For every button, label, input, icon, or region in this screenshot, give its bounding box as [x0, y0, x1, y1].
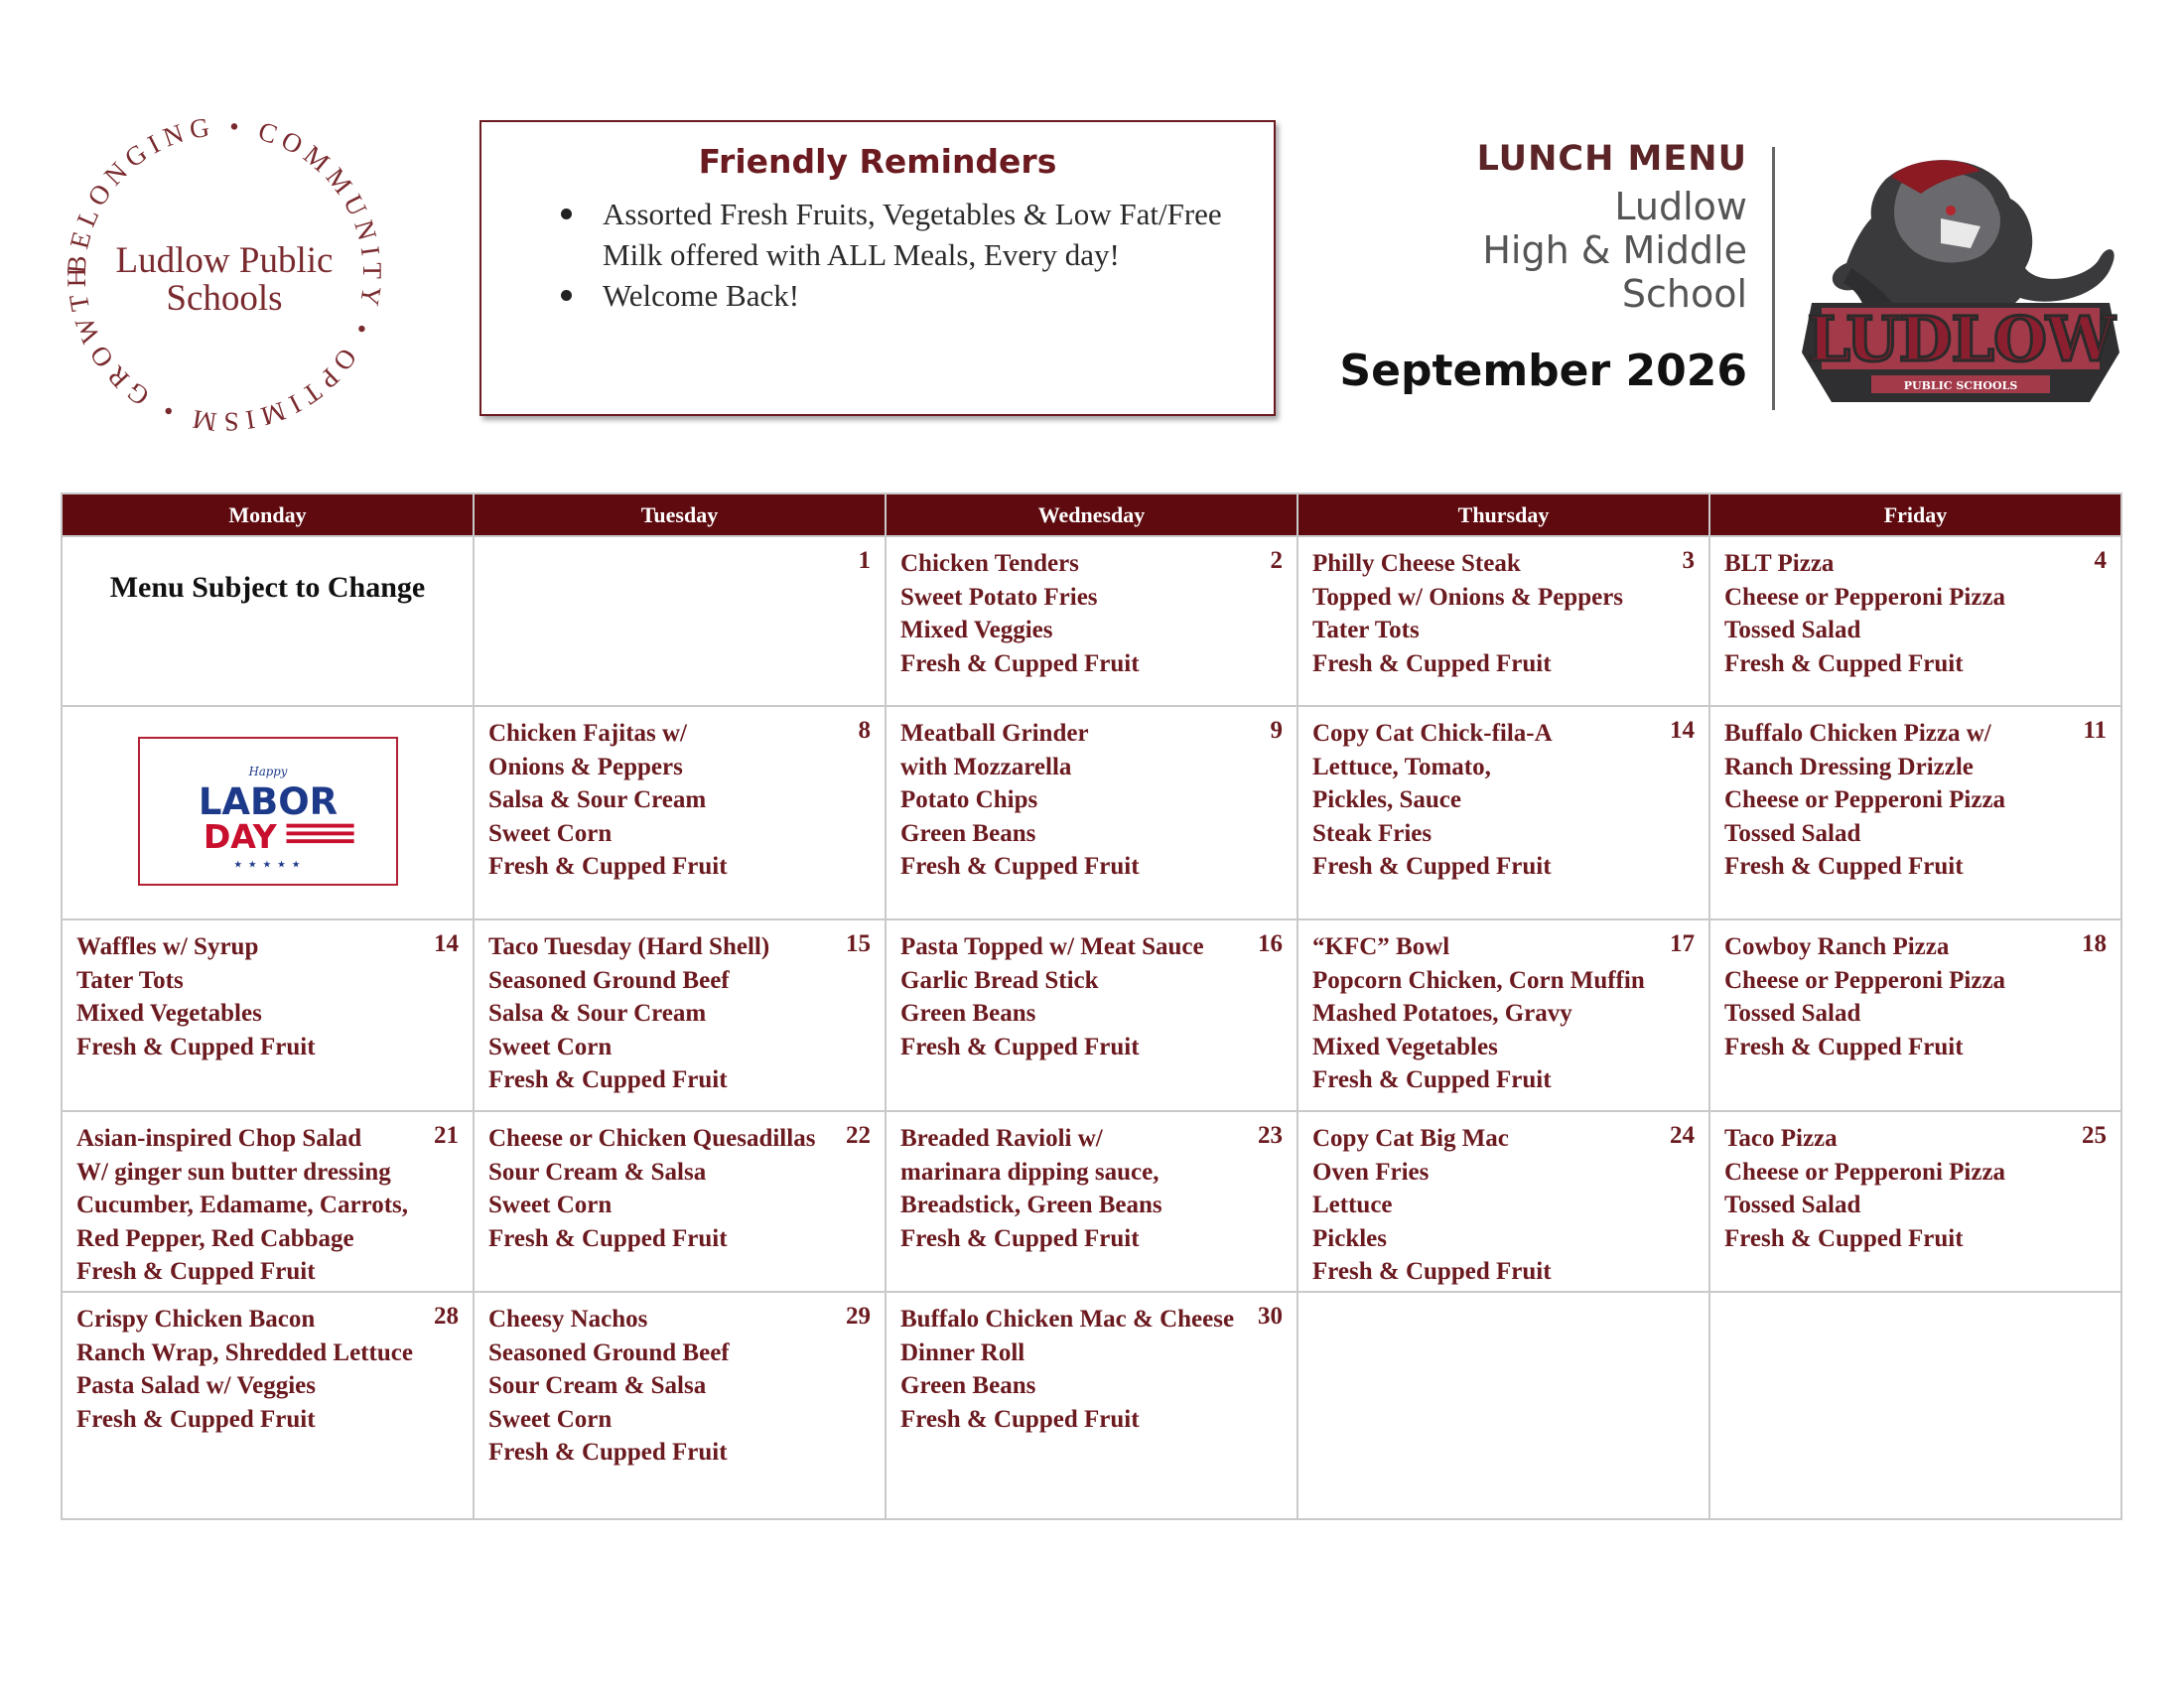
menu-item: Waffles w/ Syrup: [76, 933, 259, 960]
menu-item: Buffalo Chicken Pizza w/: [1724, 720, 1991, 747]
bullet-icon: [561, 290, 572, 301]
menu-item: BLT Pizza: [1724, 550, 1835, 577]
menu-item: Pickles: [1312, 1224, 1387, 1252]
menu-item: Fresh & Cupped Fruit: [488, 853, 728, 880]
menu-item: Pasta Salad w/ Veggies: [76, 1372, 317, 1399]
date-number: 15: [846, 930, 871, 957]
menu-item: Steak Fries: [1312, 819, 1433, 847]
menu-item: marinara dipping sauce,: [900, 1158, 1160, 1186]
day-cell: [474, 1111, 886, 1292]
holiday-line1: LABOR: [198, 779, 338, 823]
date-number: 3: [1682, 547, 1695, 574]
day-cell: [886, 536, 1297, 706]
menu-item: Oven Fries: [1312, 1158, 1430, 1186]
menu-item: Tossed Salad: [1724, 1000, 1861, 1027]
day-cell: [886, 1111, 1297, 1292]
day-cell: [886, 1292, 1297, 1519]
menu-item: Cheesy Nachos: [488, 1306, 648, 1333]
menu-item: Sweet Corn: [488, 1192, 613, 1218]
day-cell: [62, 706, 474, 919]
day-cell: [474, 536, 886, 706]
date-number: 28: [434, 1303, 459, 1330]
menu-item: Cowboy Ranch Pizza: [1724, 933, 1950, 960]
menu-item: Cheese or Pepperoni Pizza: [1724, 966, 2006, 994]
menu-item: W/ ginger sun butter dressing: [76, 1158, 391, 1186]
date-number: 24: [1670, 1122, 1695, 1149]
reminder-item: [561, 275, 1246, 316]
date-number: 22: [846, 1122, 871, 1149]
school-name-line3: School: [1621, 272, 1747, 316]
week-row: [62, 536, 2121, 706]
menu-item: Fresh & Cupped Fruit: [76, 1033, 316, 1060]
menu-item: Fresh & Cupped Fruit: [488, 1066, 728, 1093]
day-cell: [886, 919, 1297, 1111]
date-number: 14: [1670, 717, 1695, 744]
date-number: 30: [1258, 1303, 1283, 1330]
day-cell: [1297, 1292, 1709, 1519]
menu-item: Tossed Salad: [1724, 617, 1861, 643]
menu-item: Taco Pizza: [1724, 1125, 1838, 1152]
menu-item: Sweet Corn: [488, 819, 613, 847]
day-cell: [474, 919, 886, 1111]
day-cell: [1709, 536, 2121, 706]
menu-item: Green Beans: [900, 1372, 1036, 1399]
menu-item: Buffalo Chicken Mac & Cheese: [900, 1306, 1235, 1333]
menu-item: Fresh & Cupped Fruit: [900, 1224, 1140, 1252]
logo-subtext: PUBLIC SCHOOLS: [1903, 379, 2018, 392]
menu-item: Breaded Ravioli w/: [900, 1125, 1103, 1152]
menu-item: Fresh & Cupped Fruit: [76, 1405, 316, 1433]
holiday-small-text: Happy: [248, 764, 287, 778]
menu-item: Seasoned Ground Beef: [488, 1338, 730, 1366]
menu-item: Popcorn Chicken, Corn Muffin: [1312, 966, 1645, 994]
header-divider: [1772, 147, 1775, 410]
reminders-title: Friendly Reminders: [698, 142, 1057, 181]
menu-item: Sweet Potato Fries: [900, 583, 1098, 611]
date-number: 1: [858, 547, 871, 574]
star-icon: ★: [247, 859, 257, 871]
menu-note: Menu Subject to Change: [109, 571, 426, 604]
menu-item: Cheese or Chicken Quesadillas: [488, 1125, 816, 1152]
menu-item: Dinner Roll: [900, 1338, 1025, 1366]
reminder-text: Welcome Back!: [603, 278, 800, 313]
menu-item: Fresh & Cupped Fruit: [1724, 1224, 1964, 1252]
menu-item: Tater Tots: [1312, 617, 1420, 643]
menu-item: Fresh & Cupped Fruit: [1724, 853, 1964, 880]
day-cell: [62, 1111, 474, 1292]
menu-item: Fresh & Cupped Fruit: [1312, 649, 1552, 677]
day-cell: [62, 919, 474, 1111]
date-number: 11: [2083, 717, 2107, 744]
menu-item: Cheese or Pepperoni Pizza: [1724, 583, 2006, 611]
menu-item: Fresh & Cupped Fruit: [900, 649, 1140, 677]
day-cell: [1297, 706, 1709, 919]
menu-item: Pickles, Sauce: [1312, 786, 1461, 813]
menu-item: Cheese or Pepperoni Pizza: [1724, 786, 2006, 813]
menu-item: Ranch Wrap, Shredded Lettuce: [76, 1338, 413, 1366]
menu-item: Fresh & Cupped Fruit: [76, 1258, 316, 1285]
menu-item: Cheese or Pepperoni Pizza: [1724, 1158, 2006, 1186]
menu-item: Fresh & Cupped Fruit: [488, 1439, 728, 1466]
weekday-header: Wednesday: [886, 493, 1297, 536]
friendly-reminders-box: [479, 120, 1276, 416]
menu-item: Green Beans: [900, 819, 1036, 847]
menu-item: “KFC” Bowl: [1312, 933, 1450, 960]
menu-item: Red Pepper, Red Cabbage: [76, 1224, 354, 1252]
lunch-calendar: [61, 492, 2122, 1520]
date-number: 8: [858, 717, 871, 744]
weekday-header: Tuesday: [474, 493, 886, 536]
labor-day-graphic: [138, 737, 398, 886]
menu-item: Topped w/ Onions & Peppers: [1312, 583, 1624, 611]
menu-item: Tater Tots: [76, 966, 184, 994]
menu-item: Lettuce: [1312, 1192, 1393, 1218]
menu-item: Lettuce, Tomato,: [1312, 753, 1491, 780]
day-cell: [62, 536, 474, 706]
menu-item: Seasoned Ground Beef: [488, 966, 730, 994]
menu-item: Mixed Vegetables: [76, 1000, 262, 1027]
weekday-header-row: [62, 493, 2121, 536]
menu-item: Salsa & Sour Cream: [488, 786, 707, 813]
star-icon: ★: [276, 859, 286, 871]
seal-ring-text: BELONGING • COMMUNITY • OPTIMISM • GROWTH: [62, 111, 387, 437]
week-row: [62, 1111, 2121, 1292]
ludlow-lion-logo: [1792, 149, 2129, 422]
stripe-icon: [286, 831, 353, 835]
menu-item: Fresh & Cupped Fruit: [900, 853, 1140, 880]
menu-item: Sour Cream & Salsa: [488, 1158, 707, 1186]
menu-item: Chicken Tenders: [900, 550, 1079, 577]
menu-item: Copy Cat Chick-fila-A: [1312, 720, 1553, 747]
date-number: 4: [2094, 547, 2107, 574]
day-cell: [1297, 919, 1709, 1111]
weekday-header: Thursday: [1297, 493, 1709, 536]
menu-item: Crispy Chicken Bacon: [76, 1306, 316, 1333]
menu-item: Potato Chips: [900, 786, 1038, 813]
menu-item: Tossed Salad: [1724, 1192, 1861, 1218]
day-cell: [1297, 536, 1709, 706]
menu-item: Mixed Veggies: [900, 617, 1053, 643]
day-cell: [1709, 1111, 2121, 1292]
seal-name-line1: Ludlow Public: [115, 240, 334, 281]
labor-day-svg: [140, 739, 396, 884]
menu-item: Tossed Salad: [1724, 819, 1861, 847]
menu-item: Mixed Vegetables: [1312, 1033, 1498, 1060]
menu-item: Meatball Grinder: [900, 720, 1089, 747]
date-number: 18: [2082, 930, 2107, 957]
date-number: 23: [1258, 1122, 1283, 1149]
week-row: [62, 919, 2121, 1111]
day-cell: [1709, 1292, 2121, 1519]
bullet-icon: [561, 209, 572, 219]
menu-item: Fresh & Cupped Fruit: [1312, 853, 1552, 880]
date-number: 21: [434, 1122, 459, 1149]
day-cell: [1709, 919, 2121, 1111]
menu-item: Mashed Potatoes, Gravy: [1312, 1000, 1572, 1027]
day-cell: [62, 1292, 474, 1519]
logo-text: LUDLOW: [1807, 303, 2115, 375]
star-icon: ★: [262, 859, 271, 871]
date-number: 14: [434, 930, 459, 957]
ludlow-public-schools-seal: [62, 111, 387, 437]
menu-item: Taco Tuesday (Hard Shell): [488, 933, 770, 960]
menu-item: Salsa & Sour Cream: [488, 1000, 707, 1027]
menu-item: Sweet Corn: [488, 1405, 613, 1433]
date-number: 16: [1258, 930, 1283, 957]
menu-item: Onions & Peppers: [488, 753, 683, 780]
stripe-icon: [286, 839, 353, 843]
menu-item: Fresh & Cupped Fruit: [1312, 1066, 1552, 1093]
day-cell: [474, 1292, 886, 1519]
menu-item: Pasta Topped w/ Meat Sauce: [900, 933, 1204, 960]
star-icon: ★: [232, 859, 242, 871]
day-cell: [886, 706, 1297, 919]
reminder-item: [561, 194, 1246, 275]
star-icon: ★: [291, 859, 301, 871]
week-row: [62, 706, 2121, 919]
date-number: 9: [1270, 717, 1283, 744]
menu-item: with Mozzarella: [900, 753, 1072, 780]
seal-name-line2: Schools: [166, 278, 283, 319]
menu-item: Fresh & Cupped Fruit: [488, 1224, 728, 1252]
menu-item: Garlic Bread Stick: [900, 966, 1099, 994]
menu-item: Sour Cream & Salsa: [488, 1372, 707, 1399]
menu-item: Sweet Corn: [488, 1033, 613, 1060]
school-name-line1: Ludlow: [1614, 185, 1747, 228]
school-name-line2: High & Middle: [1482, 228, 1747, 272]
date-number: 25: [2082, 1122, 2107, 1149]
menu-item: Chicken Fajitas w/: [488, 720, 687, 747]
date-number: 2: [1270, 547, 1283, 574]
menu-item: Fresh & Cupped Fruit: [1724, 649, 1964, 677]
menu-item: Asian-inspired Chop Salad: [76, 1125, 362, 1152]
menu-item: Fresh & Cupped Fruit: [900, 1405, 1140, 1433]
menu-item: Fresh & Cupped Fruit: [900, 1033, 1140, 1060]
menu-item: Cucumber, Edamame, Carrots,: [76, 1192, 409, 1218]
date-number: 17: [1670, 930, 1695, 957]
month-title: September 2026: [1339, 346, 1747, 396]
seal-graphic: [62, 111, 387, 437]
lion-logo-graphic: [1792, 149, 2129, 422]
date-number: 29: [846, 1303, 871, 1330]
menu-item: Fresh & Cupped Fruit: [1724, 1033, 1964, 1060]
menu-item: Green Beans: [900, 1000, 1036, 1027]
reminder-text: Assorted Fresh Fruits, Vegetables & Low Fat/Free Milk offered with ALL Meals, Every day!: [603, 197, 1222, 272]
menu-item: Philly Cheese Steak: [1312, 550, 1521, 577]
holiday-line2: DAY: [203, 816, 277, 856]
day-cell: [474, 706, 886, 919]
reminders-list: [561, 194, 1246, 316]
weekday-header: Monday: [62, 493, 474, 536]
lunch-menu-title: LUNCH MENU: [1476, 139, 1747, 179]
day-cell: [1297, 1111, 1709, 1292]
stripe-icon: [286, 824, 353, 828]
day-cell: [1709, 706, 2121, 919]
menu-item: Breadstick, Green Beans: [900, 1192, 1162, 1218]
menu-item: Fresh & Cupped Fruit: [1312, 1258, 1552, 1285]
weekday-header: Friday: [1709, 493, 2121, 536]
menu-item: Copy Cat Big Mac: [1312, 1125, 1509, 1152]
menu-item: Ranch Dressing Drizzle: [1724, 753, 1974, 780]
week-row: [62, 1292, 2121, 1519]
